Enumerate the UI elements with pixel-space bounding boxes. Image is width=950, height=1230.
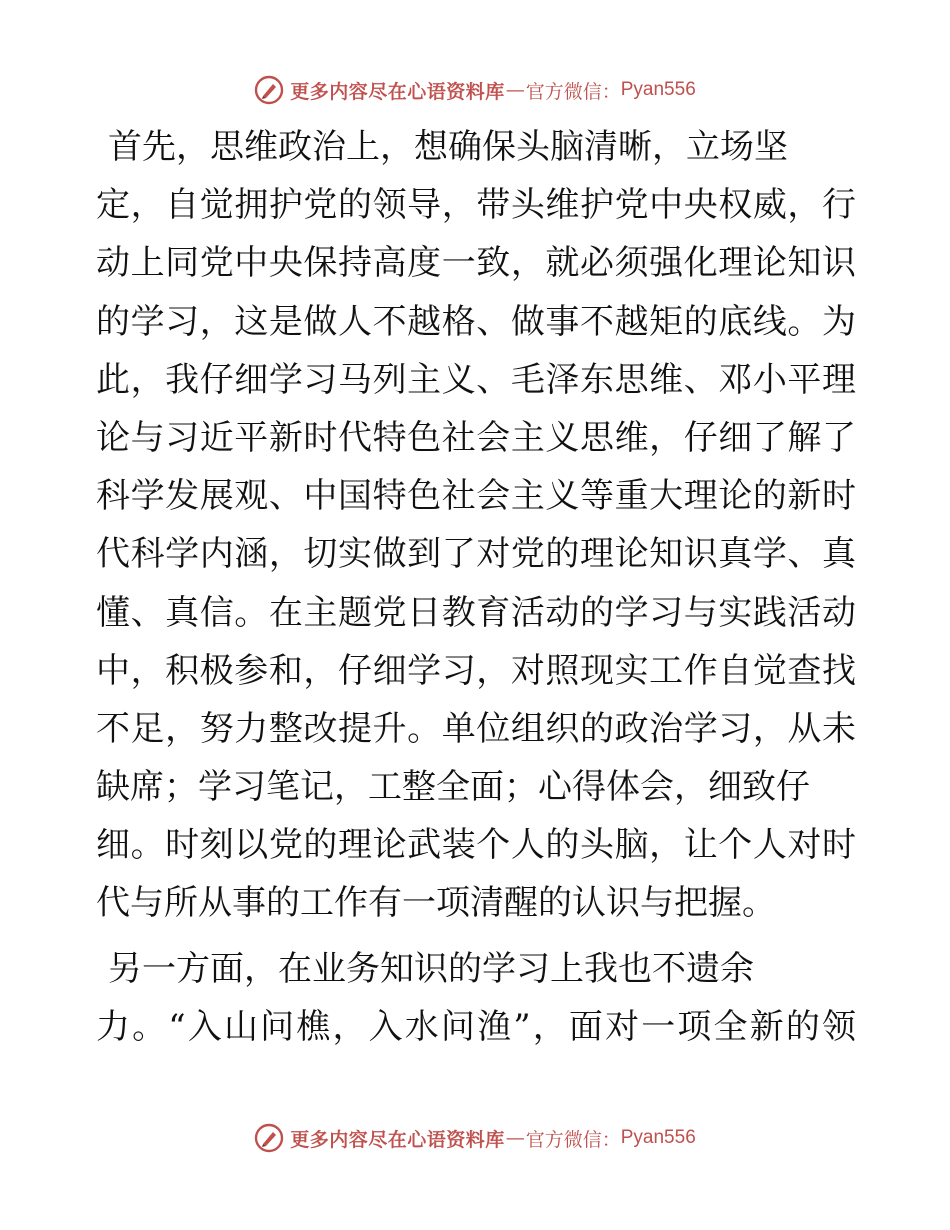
text-line: 另一方面，在业务知识的学习上我也不遗余: [108, 948, 754, 989]
header-wechat-id: Pyan556: [620, 79, 696, 100]
header-banner: [0, 70, 950, 110]
footer-separator: —: [505, 1127, 525, 1149]
text-line: 动上同党中央保持高度一致，就必须强化理论知识: [96, 243, 856, 284]
text-line: 懂、真信。在主题党日教育活动的学习与实践活动: [96, 592, 856, 633]
paragraph-gap: [96, 933, 856, 940]
paragraph-1: [96, 118, 856, 933]
text-line: 此，我仔细学习马列主义、毛泽东思维、邓小平理: [96, 359, 856, 400]
text-line: 代科学内涵，切实做到了对党的理论知识真学、真: [96, 534, 856, 575]
text-line: 代与所从事的工作有一项清醒的认识与把握。: [96, 883, 776, 924]
text-line: 不足，努力整改提升。单位组织的政治学习，从未: [96, 708, 856, 749]
text-line: 力。“入山问樵，入水问渔”，面对一项全新的领: [96, 1006, 856, 1047]
text-line: 首先，思维政治上，想确保头脑清晰，立场坚: [108, 127, 788, 167]
document-body: [96, 118, 856, 1056]
text-line: 细。时刻以党的理论武装个人的头脑，让个人对时: [96, 825, 856, 866]
text-line: 定，自觉拥护党的领导，带头维护党中央权威，行: [96, 185, 856, 226]
header-separator: —: [505, 79, 525, 101]
footer-wechat-id: Pyan556: [620, 1127, 696, 1148]
text-line: 论与习近平新时代特色社会主义思维，仔细了解了: [96, 417, 856, 458]
paragraph-2: [96, 940, 856, 1056]
text-line: 中，积极参和，仔细学习，对照现实工作自觉查找: [96, 650, 856, 691]
header-wechat-label: 官方微信：: [525, 80, 621, 103]
pen-logo-icon: [254, 1123, 284, 1153]
header-site-name: 更多内容尽在心语资料库: [290, 80, 505, 103]
text-line: 科学发展观、中国特色社会主义等重大理论的新时: [96, 476, 856, 517]
pen-logo-icon: [254, 75, 284, 105]
footer-wechat-label: 官方微信：: [525, 1128, 621, 1151]
text-line: 缺席；学习笔记，工整全面；心得体会，细致仔: [96, 767, 810, 808]
footer-banner: [0, 1118, 950, 1158]
footer-site-name: 更多内容尽在心语资料库: [290, 1128, 505, 1151]
text-line: 的学习，这是做人不越格、做事不越矩的底线。为: [96, 301, 856, 342]
